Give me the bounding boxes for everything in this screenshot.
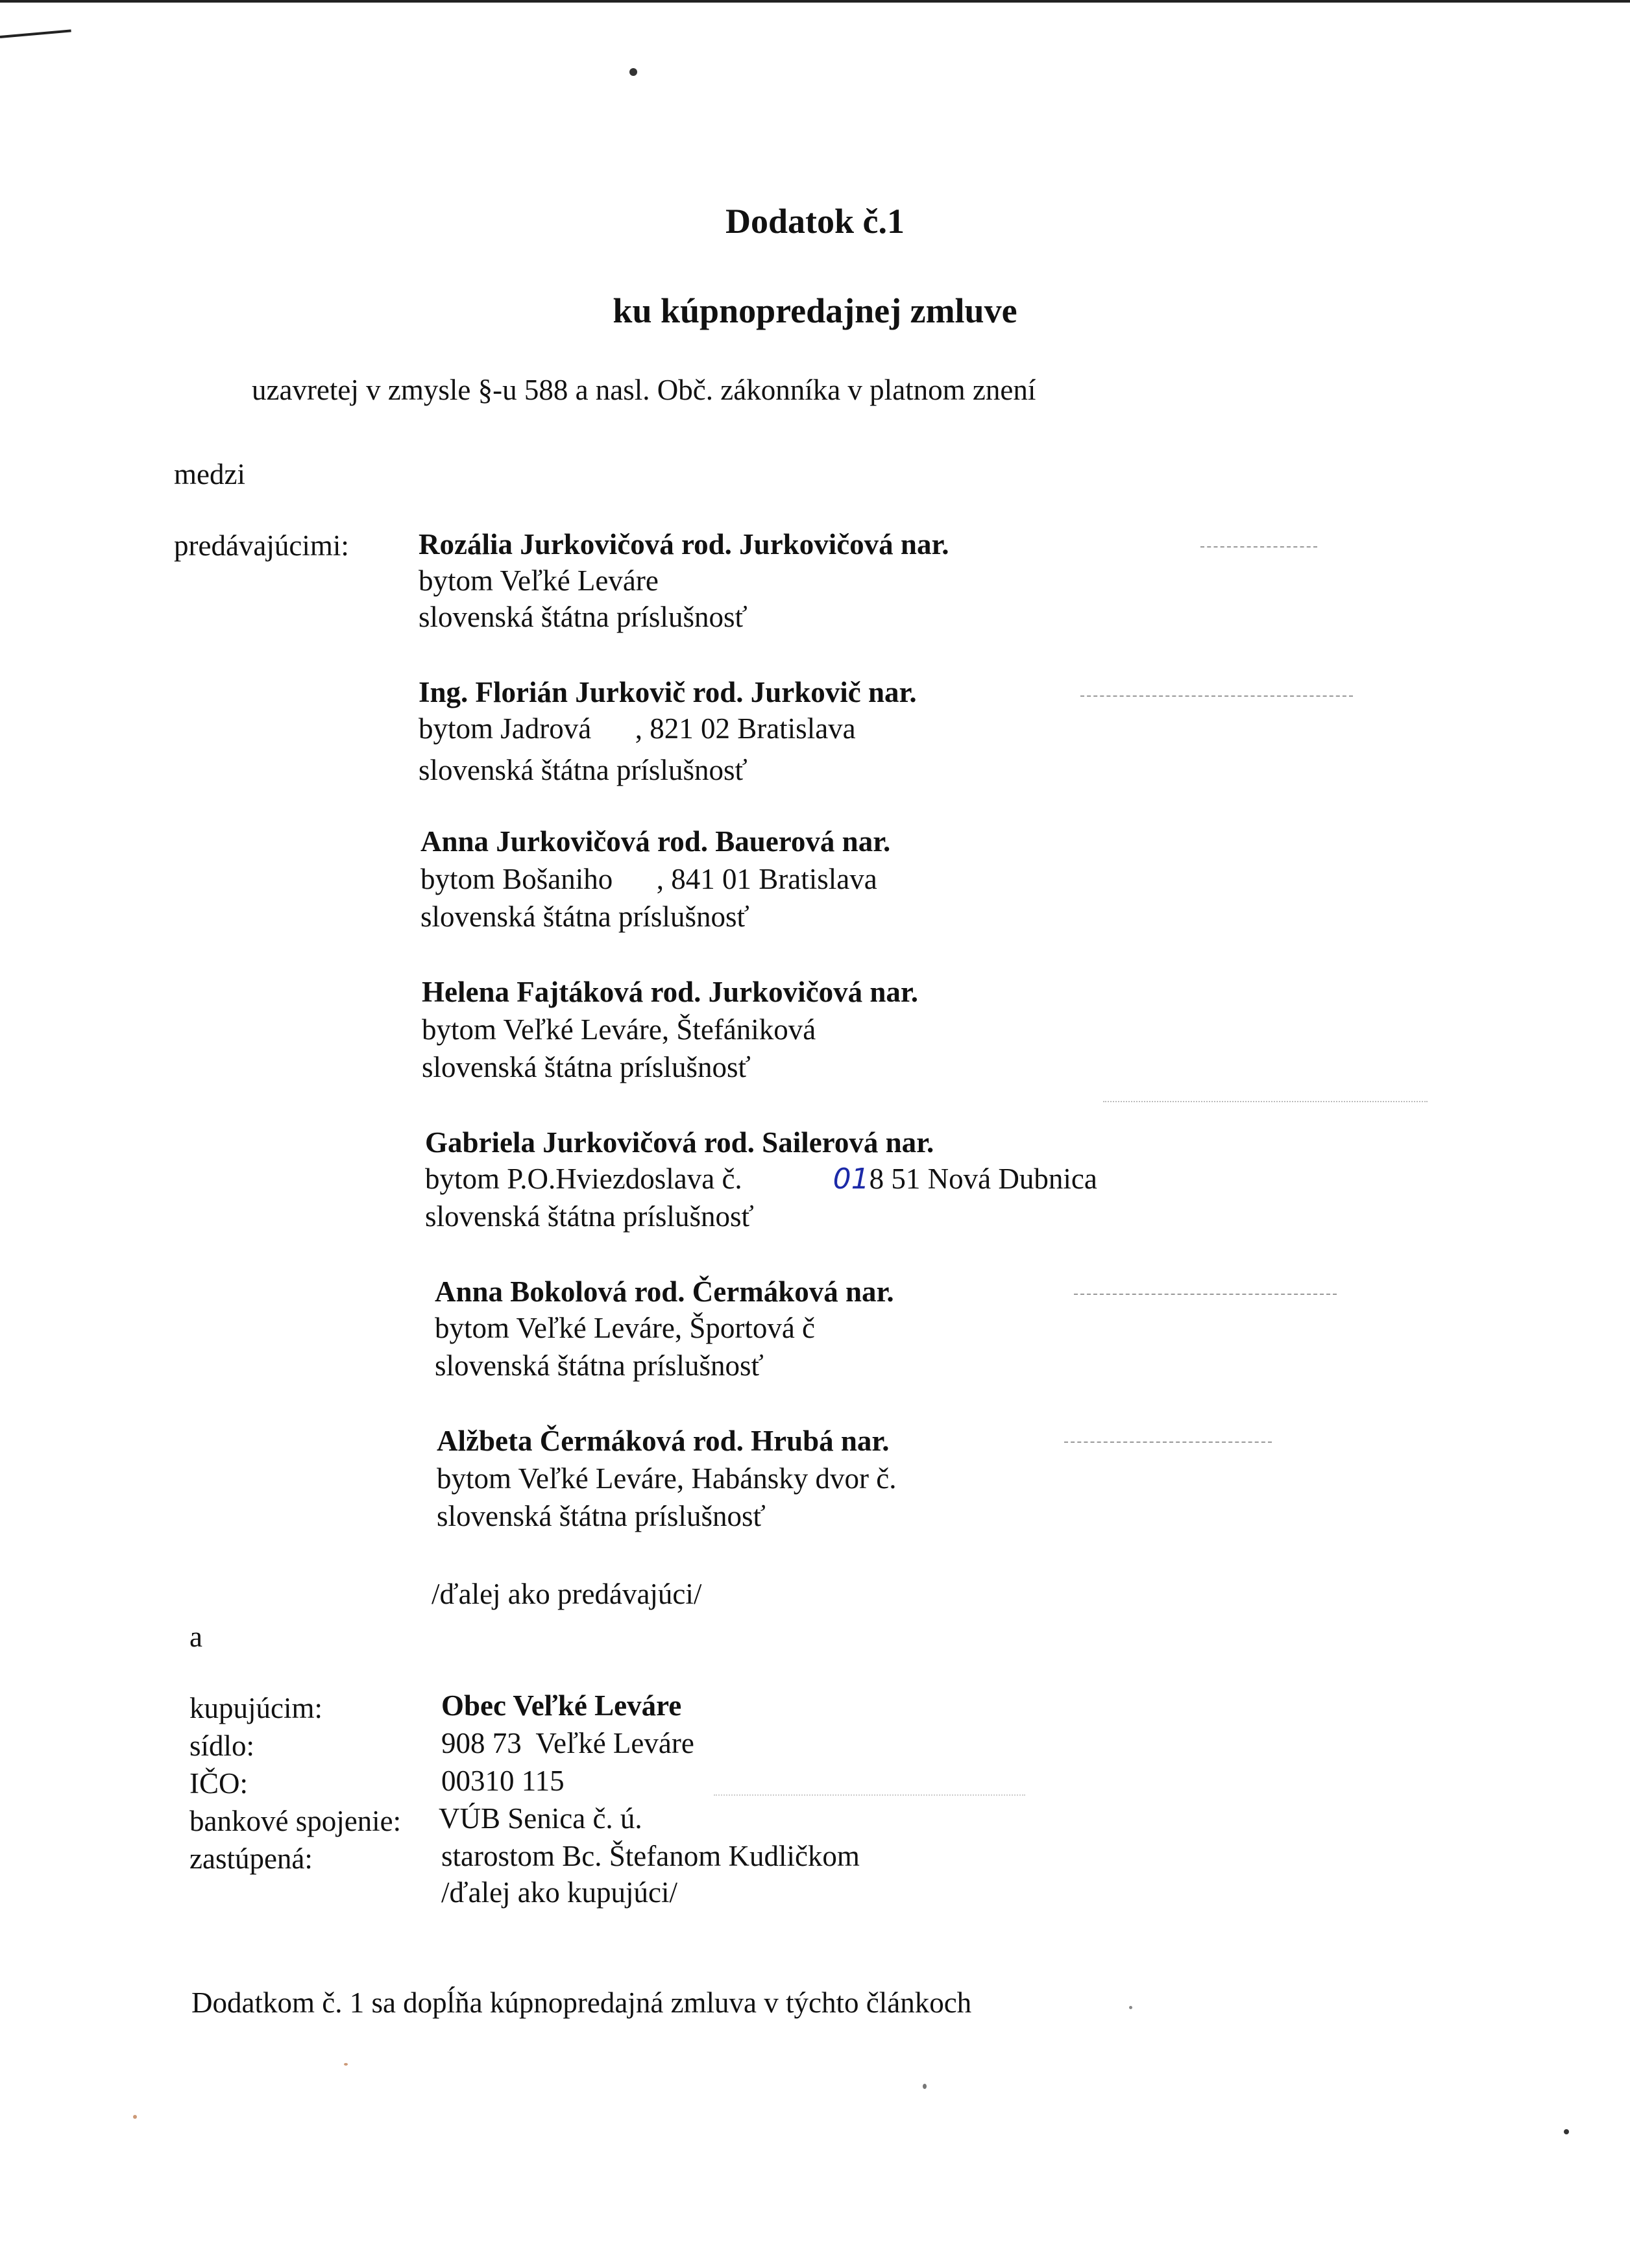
and-label: a: [189, 1621, 202, 1653]
seller-name: Gabriela Jurkovičová rod. Sailerová nar.: [425, 1126, 934, 1159]
buyer-name: Obec Veľké Leváre: [441, 1689, 682, 1722]
seller-residence: bytom Veľké Leváre, Štefániková: [422, 1013, 816, 1046]
seller-name: Helena Fajtáková rod. Jurkovičová nar.: [422, 976, 919, 1008]
scan-dot: [133, 2115, 137, 2119]
redaction-remnant: [1200, 546, 1317, 548]
seller-name: Anna Jurkovičová rod. Bauerová nar.: [420, 825, 891, 858]
handwritten-correction: 01: [833, 1163, 870, 1196]
scan-dot: [344, 2063, 348, 2066]
residence-prefix: bytom P.O.Hviezdoslava č.: [425, 1163, 742, 1195]
seller-citizenship: slovenská štátna príslušnosť: [435, 1349, 764, 1382]
seller-residence: bytom Jadrová , 821 02 Bratislava: [419, 712, 856, 745]
seller-citizenship: slovenská štátna príslušnosť: [437, 1500, 766, 1532]
preamble: uzavretej v zmysle §-u 588 a nasl. Obč. zákonníka v platnom znení: [252, 374, 1036, 406]
buyer-representative: starostom Bc. Štefanom Kudličkom: [441, 1840, 860, 1872]
seller-citizenship: slovenská štátna príslušnosť: [419, 601, 748, 633]
seller-name: Ing. Florián Jurkovič rod. Jurkovič nar.: [419, 676, 917, 708]
seller-citizenship: slovenská štátna príslušnosť: [420, 900, 749, 933]
residence-suffix: 8 51 Nová Dubnica: [869, 1163, 1097, 1195]
redaction-remnant: [714, 1794, 1025, 1796]
seller-residence: [425, 1161, 1097, 1197]
buyer-label: kupujúcim:: [189, 1692, 322, 1724]
scan-dot: [923, 2084, 927, 2089]
buyer-ico: 00310 115: [441, 1765, 565, 1797]
redaction-remnant: [1074, 1294, 1337, 1295]
seller-name: Alžbeta Čermáková rod. Hrubá nar.: [437, 1425, 890, 1457]
redaction-remnant: [1103, 1101, 1428, 1102]
buyer-bank: VÚB Senica č. ú.: [439, 1802, 642, 1835]
scan-dot: [1564, 2129, 1569, 2134]
sellers-label: predávajúcimi:: [174, 529, 349, 562]
seller-name: Rozália Jurkovičová rod. Jurkovičová nar.: [419, 528, 949, 561]
document-subtitle: ku kúpnopredajnej zmluve: [613, 291, 1017, 330]
between-label: medzi: [174, 458, 245, 490]
seller-residence: bytom Veľké Leváre, Športová č: [435, 1312, 816, 1344]
bank-label: bankové spojenie:: [189, 1805, 402, 1837]
scan-dot: [1129, 2006, 1132, 2009]
seat-label: sídlo:: [189, 1730, 255, 1762]
buyer-alias: /ďalej ako kupujúci/: [441, 1876, 677, 1909]
seller-citizenship: slovenská štátna príslušnosť: [422, 1051, 751, 1083]
seller-residence: bytom Bošaniho , 841 01 Bratislava: [420, 863, 877, 895]
buyer-seat: 908 73 Veľké Leváre: [441, 1727, 694, 1759]
closing-sentence: Dodatkom č. 1 sa dopĺňa kúpnopredajná zmluva v týchto článkoch: [191, 1986, 972, 2019]
seller-residence: bytom Veľké Leváre: [419, 564, 659, 597]
document-title: Dodatok č.1: [725, 202, 905, 241]
scan-mark: [0, 29, 71, 38]
seller-citizenship: slovenská štátna príslušnosť: [419, 754, 748, 786]
seller-residence: bytom Veľké Leváre, Habánsky dvor č.: [437, 1462, 897, 1495]
sellers-alias: /ďalej ako predávajúci/: [432, 1578, 702, 1610]
scan-edge: [0, 0, 1630, 3]
ico-label: IČO:: [189, 1767, 248, 1800]
seller-name: Anna Bokolová rod. Čermáková nar.: [435, 1275, 894, 1308]
redaction-remnant: [1080, 695, 1353, 697]
redaction-remnant: [1064, 1442, 1272, 1443]
representative-label: zastúpená:: [189, 1842, 313, 1875]
seller-citizenship: slovenská štátna príslušnosť: [425, 1200, 754, 1233]
scan-dot: [629, 68, 637, 76]
